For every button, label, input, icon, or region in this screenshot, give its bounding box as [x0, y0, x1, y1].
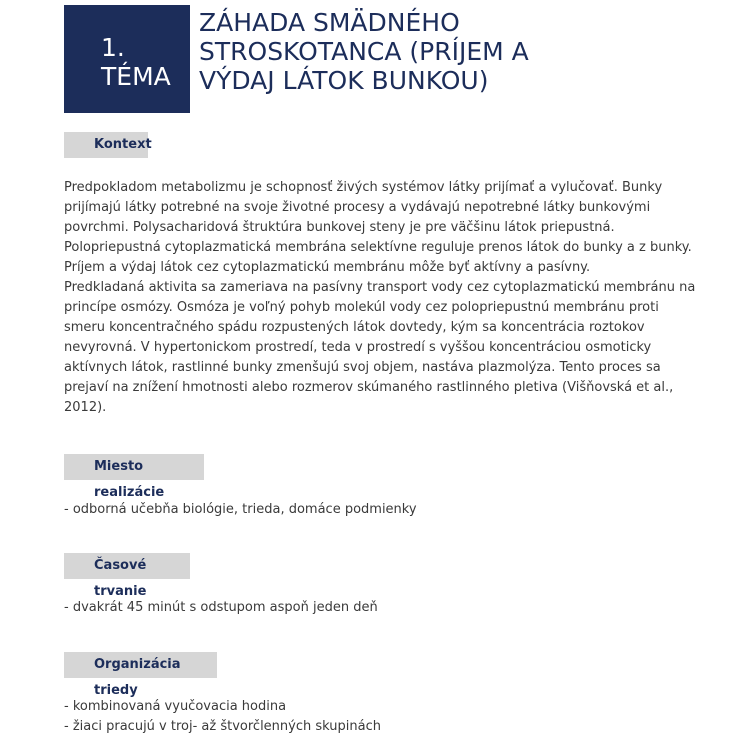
organization-text [64, 697, 664, 737]
title-line: VÝDAJ LÁTOK BUNKOU) [199, 66, 489, 95]
context-line: Príjem a výdaj látok cez cytoplazmatickú membránu môže byť aktívny a pasívny. [64, 260, 591, 275]
context-line: povrchmi. Polysacharidová štruktúra bunkovej steny je pre väčšinu látok priepustná. [64, 220, 615, 235]
section-heading-organization: Organizácia triedy [64, 652, 217, 678]
context-line: smeru koncentračného spádu rozpustených látok dovtedy, kým sa koncentrácia roztokov [64, 320, 645, 335]
organization-line: - kombinovaná vyučovacia hodina [64, 699, 287, 714]
context-line: Predkladaná aktivita sa zameriava na pasívny transport vody cez cytoplazmatickú membránu na [64, 280, 696, 295]
duration-text [64, 598, 664, 618]
location-text [64, 500, 664, 520]
duration-line: - dvakrát 45 minút s odstupom aspoň jeden deň [64, 600, 378, 615]
section-heading-duration: Časové trvanie [64, 553, 190, 579]
section-heading-location: Miesto realizácie [64, 454, 204, 480]
context-line: princípe osmózy. Osmóza je voľný pohyb molekúl vody cez polopriepustnú membránu proti [64, 300, 659, 315]
topic-word: TÉMA [101, 62, 171, 91]
context-line: Polopriepustná cytoplazmatická membrána selektívne reguluje prenos látok do bunky a z bunky. [64, 240, 692, 255]
organization-line: - žiaci pracujú v troj- až štvorčlenných skupinách [64, 719, 381, 734]
topic-number: 1. [101, 33, 125, 62]
page-title [199, 8, 619, 95]
section-heading-context: Kontext [64, 132, 148, 158]
topic-badge [64, 5, 190, 113]
context-line: prejaví na znížení hmotnosti alebo rozmerov skúmaného rastlinného pletiva (Višňovská et al., [64, 380, 674, 395]
title-line: STROSKOTANCA (PRÍJEM A [199, 37, 529, 66]
title-line: ZÁHADA SMÄDNÉHO [199, 8, 460, 37]
context-line: 2012). [64, 400, 107, 415]
location-line: - odborná učebňa biológie, trieda, domáce podmienky [64, 502, 417, 517]
context-line: prijímajú látky potrebné na svoje životné procesy a vydávajú nepotrebné látky bunkovými [64, 200, 651, 215]
context-line: aktívnych látok, rastlinné bunky zmenšujú svoj objem, nastáva plazmolýza. Tento proces sa [64, 360, 661, 375]
context-line: nevyrovná. V hypertonickom prostredí, teda v prostredí s vyššou koncentráciou osmoticky [64, 340, 652, 355]
context-line: Predpokladom metabolizmu je schopnosť živých systémov látky prijímať a vylučovať. Bunky [64, 180, 663, 195]
context-text [64, 178, 696, 418]
